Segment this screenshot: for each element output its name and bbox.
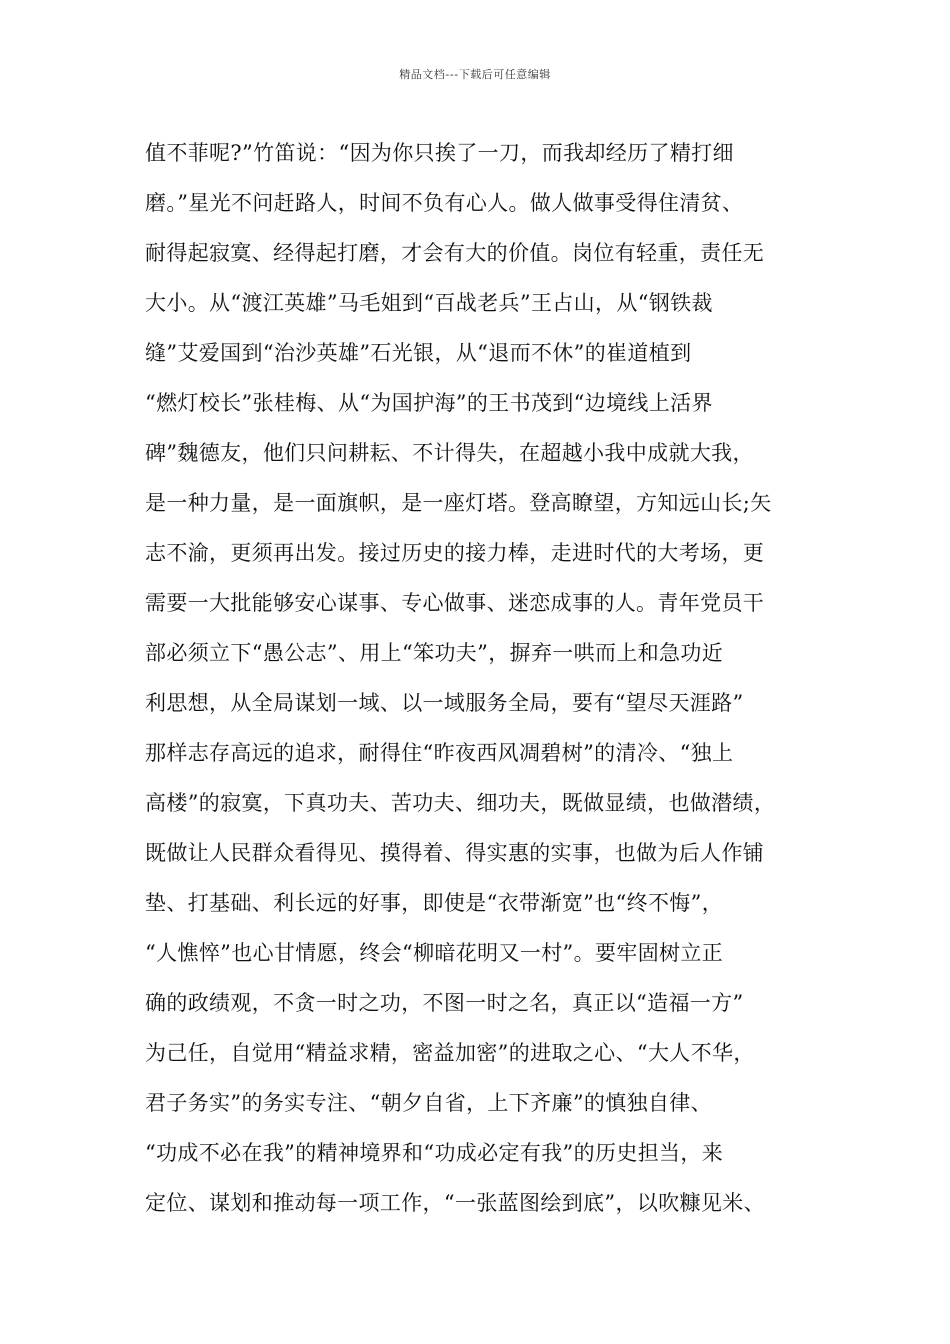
text-line: “功成不必在我”的精神境界和“功成必定有我”的历史担当，来 (145, 1141, 724, 1165)
text-line: 确的政绩观，不贪一时之功，不图一时之名，真正以“造福一方” (145, 991, 744, 1015)
text-line: 大小。从“渡江英雄”马毛姐到“百战老兵”王占山，从“钢铁裁 (145, 291, 713, 315)
text-line: 志不渝，更须再出发。接过历史的接力棒，走进时代的大考场，更 (145, 541, 765, 565)
text-line: 垫、打基础、利长远的好事，即使是“衣带渐宽”也“终不悔”， (145, 891, 724, 915)
text-line: 值不菲呢?”竹笛说：“因为你只挨了一刀，而我却经历了精打细 (145, 141, 734, 165)
text-line: 利思想，从全局谋划一域、以一域服务全局，要有“望尽天涯路” (145, 691, 744, 715)
text-line: 那样志存高远的追求，耐得住“昨夜西风凋碧树”的清冷、“独上 (145, 741, 734, 765)
text-line: 既做让人民群众看得见、摸得着、得实惠的实事，也做为后人作铺 (145, 841, 765, 865)
text-line: “人憔悴”也心甘情愿，终会“柳暗花明又一村”。要牢固树立正 (145, 941, 724, 965)
text-line: 耐得起寂寞、经得起打磨，才会有大的价值。岗位有轻重，责任无 (145, 241, 765, 265)
text-line: 部必须立下“愚公志”、用上“笨功夫”，摒弃一哄而上和急功近 (145, 641, 724, 665)
text-line: 需要一大批能够安心谋事、专心做事、迷恋成事的人。青年党员干 (145, 591, 765, 615)
text-line: 君子务实”的务实专注、“朝夕自省，上下齐廉”的慎独自律、 (145, 1091, 713, 1115)
text-line: 定位、谋划和推动每一项工作，“一张蓝图绘到底”，以吹糠见米、 (145, 1191, 765, 1215)
body-paragraph (145, 128, 845, 1228)
text-line: 磨。”星光不问赶路人，时间不负有心人。做人做事受得住清贫、 (145, 191, 744, 215)
text-line: 缝”艾爱国到“治沙英雄”石光银，从“退而不休”的崔道植到 (145, 341, 692, 365)
text-line: 为己任，自觉用“精益求精，密益加密”的进取之心、“大人不华， (145, 1041, 755, 1065)
text-line: 高楼”的寂寞，下真功夫、苦功夫、细功夫，既做显绩，也做潜绩， (145, 791, 776, 815)
text-line: 是一种力量，是一面旗帜，是一座灯塔。登高瞭望，方知远山长;矢 (145, 491, 772, 515)
text-line: “燃灯校长”张桂梅、从“为国护海”的王书茂到“边境线上活界 (145, 391, 713, 415)
page-header: 精品文档---下载后可任意编辑 (399, 68, 551, 81)
text-line: 碑”魏德友，他们只问耕耘、不计得失，在超越小我中成就大我， (145, 441, 754, 465)
